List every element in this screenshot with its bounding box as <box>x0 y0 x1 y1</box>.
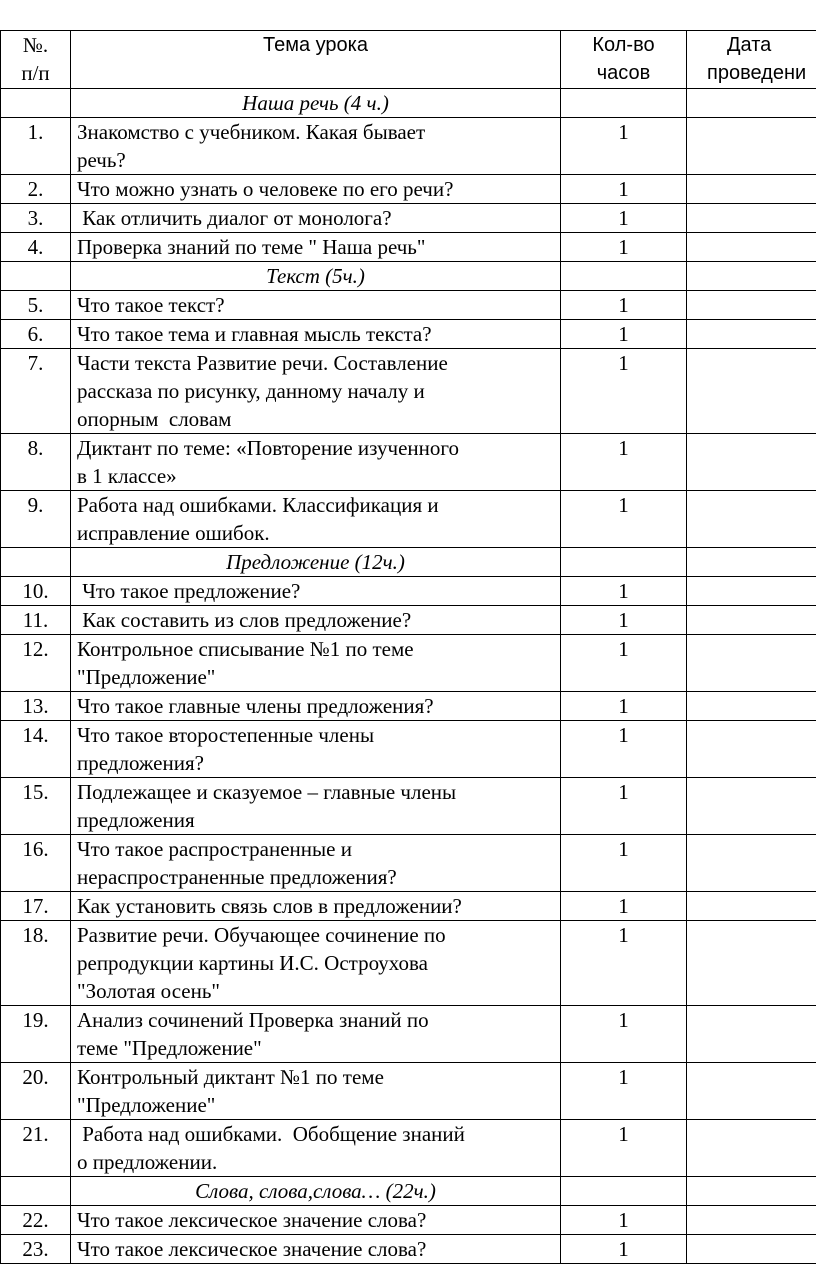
lesson-topic-line: исправление ошибок. <box>77 521 270 545</box>
lesson-hours: 1 <box>561 577 687 606</box>
lesson-topic <box>71 892 561 921</box>
lesson-topic-line: Как составить из слов предложение? <box>77 608 412 632</box>
lesson-date-cell[interactable] <box>687 1063 816 1120</box>
lesson-number: 3. <box>1 204 71 233</box>
section-num-cell <box>1 89 71 118</box>
table-row <box>1 606 816 635</box>
header-num-line-1: №. <box>22 33 49 57</box>
lesson-topic <box>71 118 561 175</box>
lesson-date-cell[interactable] <box>687 175 816 204</box>
table-row <box>1 291 816 320</box>
lesson-number: 7. <box>1 349 71 434</box>
table-row <box>1 1235 816 1264</box>
lesson-topic-line: Что такое предложение? <box>77 579 301 603</box>
table-row <box>1 635 816 692</box>
section-date-cell <box>687 89 816 118</box>
lesson-topic-line: Что такое лексическое значение слова? <box>77 1237 427 1261</box>
section-date-cell <box>687 262 816 291</box>
section-row <box>1 548 816 577</box>
table-row <box>1 233 816 262</box>
lesson-date-cell[interactable] <box>687 291 816 320</box>
lesson-date-cell[interactable] <box>687 320 816 349</box>
lesson-topic <box>71 1206 561 1235</box>
lesson-date-cell[interactable] <box>687 1235 816 1264</box>
lesson-topic <box>71 606 561 635</box>
lesson-topic-line: Проверка знаний по теме " Наша речь" <box>77 235 426 259</box>
lesson-topic <box>71 233 561 262</box>
lesson-hours: 1 <box>561 892 687 921</box>
section-date-cell <box>687 1177 816 1206</box>
lesson-hours: 1 <box>561 778 687 835</box>
lesson-topic-line: Как отличить диалог от монолога? <box>77 206 392 230</box>
lesson-topic <box>71 692 561 721</box>
lesson-topic <box>71 491 561 548</box>
lesson-topic-line: теме "Предложение" <box>77 1036 262 1060</box>
header-date <box>687 31 816 89</box>
lesson-hours: 1 <box>561 349 687 434</box>
lesson-topic <box>71 175 561 204</box>
table-body <box>1 89 816 1264</box>
lesson-date-cell[interactable] <box>687 892 816 921</box>
table-row <box>1 349 816 434</box>
lesson-number: 23. <box>1 1235 71 1264</box>
lesson-date-cell[interactable] <box>687 692 816 721</box>
lesson-hours: 1 <box>561 1006 687 1063</box>
table-row <box>1 175 816 204</box>
lesson-number: 8. <box>1 434 71 491</box>
lesson-hours: 1 <box>561 606 687 635</box>
lesson-topic-line: речь? <box>77 148 126 172</box>
lesson-number: 21. <box>1 1120 71 1177</box>
lesson-hours: 1 <box>561 291 687 320</box>
lesson-topic-line: Что такое главные члены предложения? <box>77 694 434 718</box>
lesson-topic-line: опорным словам <box>77 407 232 431</box>
header-date-line-1: Дата <box>727 34 772 56</box>
lesson-topic-line: Работа над ошибками. Классификация и <box>77 493 439 517</box>
lesson-topic <box>71 635 561 692</box>
lesson-topic-line: Что такое распространенные и <box>77 837 352 861</box>
lesson-topic <box>71 1006 561 1063</box>
table-row <box>1 577 816 606</box>
lesson-date-cell[interactable] <box>687 1120 816 1177</box>
lesson-topic-line: рассказа по рисунку, данному началу и <box>77 379 425 403</box>
lesson-topic <box>71 835 561 892</box>
lesson-hours: 1 <box>561 204 687 233</box>
lesson-number: 11. <box>1 606 71 635</box>
lesson-date-cell[interactable] <box>687 921 816 1006</box>
header-hours-line-1: Кол-во <box>592 34 655 56</box>
section-num-cell <box>1 262 71 291</box>
table-row <box>1 491 816 548</box>
lesson-topic <box>71 1120 561 1177</box>
lesson-topic-line: нераспространенные предложения? <box>77 865 397 889</box>
lesson-number: 5. <box>1 291 71 320</box>
lesson-topic-line: Знакомство с учебником. Какая бывает <box>77 120 426 144</box>
lesson-number: 14. <box>1 721 71 778</box>
lesson-date-cell[interactable] <box>687 1206 816 1235</box>
lesson-number: 12. <box>1 635 71 692</box>
lesson-date-cell[interactable] <box>687 118 816 175</box>
lesson-topic-line: предложения <box>77 808 195 832</box>
lesson-number: 13. <box>1 692 71 721</box>
lesson-number: 15. <box>1 778 71 835</box>
lesson-topic-line: Что можно узнать о человеке по его речи? <box>77 177 454 201</box>
header-date-line-2: проведени <box>707 62 807 84</box>
table-row <box>1 835 816 892</box>
section-num-cell <box>1 1177 71 1206</box>
lesson-date-cell[interactable] <box>687 835 816 892</box>
table-row <box>1 1206 816 1235</box>
lesson-date-cell[interactable] <box>687 635 816 692</box>
table-row <box>1 692 816 721</box>
lesson-topic <box>71 721 561 778</box>
section-title: Наша речь (4 ч.) <box>71 89 561 118</box>
header-num <box>1 31 71 89</box>
lesson-topic-line: Что такое лексическое значение слова? <box>77 1208 427 1232</box>
lesson-hours: 1 <box>561 233 687 262</box>
lesson-date-cell[interactable] <box>687 577 816 606</box>
header-topic <box>71 31 561 89</box>
lesson-topic <box>71 349 561 434</box>
lesson-topic-line: "Предложение" <box>77 665 216 689</box>
lesson-topic-line: Развитие речи. Обучающее сочинение по <box>77 923 446 947</box>
lesson-date-cell[interactable] <box>687 778 816 835</box>
table-row <box>1 434 816 491</box>
header-row <box>1 31 816 89</box>
lesson-topic-line: о предложении. <box>77 1150 218 1174</box>
table-row <box>1 1006 816 1063</box>
table-row <box>1 204 816 233</box>
lesson-hours: 1 <box>561 921 687 1006</box>
lesson-topic-line: репродукции картины И.С. Остроухова <box>77 951 428 975</box>
lesson-hours: 1 <box>561 692 687 721</box>
lesson-topic-line: "Золотая осень" <box>77 979 220 1003</box>
section-hours-cell <box>561 89 687 118</box>
lesson-topic-line: Части текста Развитие речи. Составление <box>77 351 448 375</box>
section-row <box>1 262 816 291</box>
lesson-hours: 1 <box>561 635 687 692</box>
lesson-topic-line: Диктант по теме: «Повторение изученного <box>77 436 459 460</box>
lesson-hours: 1 <box>561 175 687 204</box>
lesson-date-cell[interactable] <box>687 434 816 491</box>
lesson-topic <box>71 1063 561 1120</box>
section-row <box>1 89 816 118</box>
lesson-date-cell[interactable] <box>687 491 816 548</box>
lesson-date-cell[interactable] <box>687 204 816 233</box>
lesson-topic-line: в 1 классе» <box>77 464 177 488</box>
lesson-number: 2. <box>1 175 71 204</box>
lesson-number: 20. <box>1 1063 71 1120</box>
lesson-topic-line: "Предложение" <box>77 1093 216 1117</box>
lesson-topic-line: Работа над ошибками. Обобщение знаний <box>77 1122 465 1146</box>
section-title: Текст (5ч.) <box>71 262 561 291</box>
section-hours-cell <box>561 262 687 291</box>
lesson-number: 1. <box>1 118 71 175</box>
lesson-hours: 1 <box>561 1235 687 1264</box>
lesson-hours: 1 <box>561 1120 687 1177</box>
lesson-topic <box>71 1235 561 1264</box>
table-row <box>1 778 816 835</box>
lesson-topic-line: Что такое текст? <box>77 293 225 317</box>
lesson-hours: 1 <box>561 1063 687 1120</box>
lesson-hours: 1 <box>561 721 687 778</box>
lesson-number: 19. <box>1 1006 71 1063</box>
header-num-line-2: п/п <box>21 61 50 85</box>
lesson-date-cell[interactable] <box>687 721 816 778</box>
lesson-number: 22. <box>1 1206 71 1235</box>
header-hours-line-2: часов <box>596 62 651 84</box>
lesson-topic <box>71 921 561 1006</box>
lesson-number: 4. <box>1 233 71 262</box>
lesson-date-cell[interactable] <box>687 606 816 635</box>
table-row <box>1 892 816 921</box>
lesson-topic-line: Контрольное списывание №1 по теме <box>77 637 414 661</box>
section-hours-cell <box>561 1177 687 1206</box>
lesson-date-cell[interactable] <box>687 233 816 262</box>
lesson-topic-line: Что такое тема и главная мысль текста? <box>77 322 432 346</box>
lesson-topic <box>71 577 561 606</box>
lesson-topic <box>71 320 561 349</box>
header-hours <box>561 31 687 89</box>
header-topic-label: Тема урока <box>263 34 368 56</box>
section-row <box>1 1177 816 1206</box>
table-row <box>1 1120 816 1177</box>
table-row <box>1 1063 816 1120</box>
lesson-hours: 1 <box>561 118 687 175</box>
lesson-number: 18. <box>1 921 71 1006</box>
section-hours-cell <box>561 548 687 577</box>
table-row <box>1 320 816 349</box>
lesson-topic <box>71 204 561 233</box>
lesson-date-cell[interactable] <box>687 1006 816 1063</box>
section-title: Слова, слова,слова… (22ч.) <box>71 1177 561 1206</box>
lesson-date-cell[interactable] <box>687 349 816 434</box>
lesson-topic-line: Что такое второстепенные члены <box>77 723 375 747</box>
lesson-hours: 1 <box>561 1206 687 1235</box>
lesson-hours: 1 <box>561 320 687 349</box>
table-row <box>1 721 816 778</box>
lesson-topic-line: Подлежащее и сказуемое – главные члены <box>77 780 457 804</box>
lesson-number: 16. <box>1 835 71 892</box>
lesson-topic <box>71 778 561 835</box>
lesson-topic-line: Как установить связь слов в предложении? <box>77 894 462 918</box>
lesson-number: 17. <box>1 892 71 921</box>
table-row <box>1 921 816 1006</box>
section-num-cell <box>1 548 71 577</box>
section-date-cell <box>687 548 816 577</box>
lesson-number: 10. <box>1 577 71 606</box>
lesson-number: 9. <box>1 491 71 548</box>
lesson-topic <box>71 434 561 491</box>
lesson-plan-table <box>0 30 816 1264</box>
lesson-topic <box>71 291 561 320</box>
lesson-hours: 1 <box>561 491 687 548</box>
lesson-topic-line: Анализ сочинений Проверка знаний по <box>77 1008 429 1032</box>
section-title: Предложение (12ч.) <box>71 548 561 577</box>
lesson-topic-line: предложения? <box>77 751 204 775</box>
lesson-topic-line: Контрольный диктант №1 по теме <box>77 1065 384 1089</box>
lesson-hours: 1 <box>561 434 687 491</box>
table-row <box>1 118 816 175</box>
lesson-hours: 1 <box>561 835 687 892</box>
lesson-number: 6. <box>1 320 71 349</box>
